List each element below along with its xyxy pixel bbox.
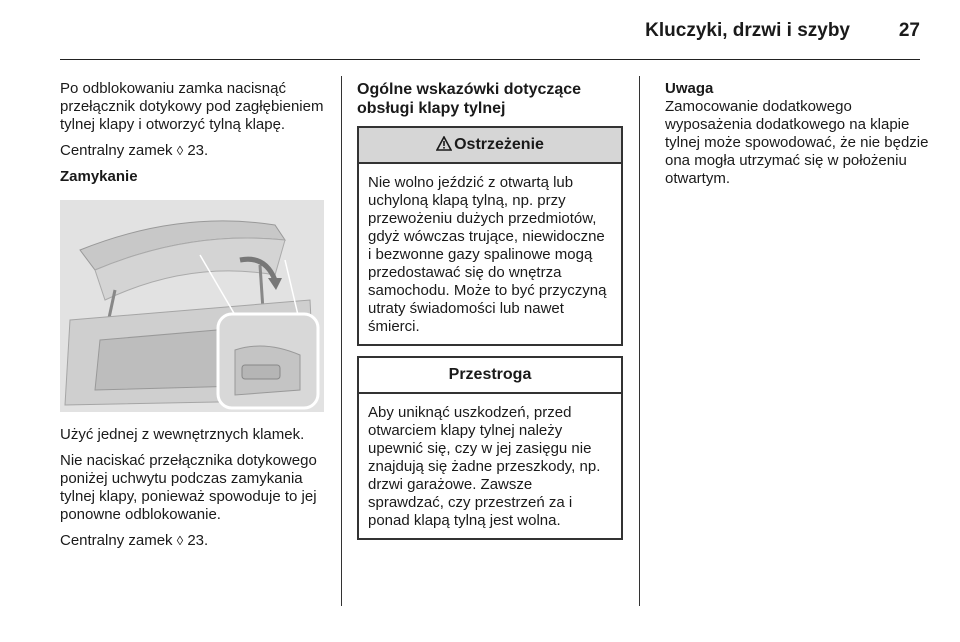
column-2: [357, 80, 623, 550]
column-1: [60, 80, 328, 558]
paragraph-do-not-press: Nie naciskać przełącznika dotykowego poniżej uchwytu podczas zamykania tylnej klapy, ponieważ spowoduje to jej ponowne odblokowanie.: [60, 452, 317, 523]
section-title: Ogólne wskazówki dotyczące obsługi klapy tylnej: [357, 81, 582, 117]
chapter-title: Kluczyki, drzwi i szyby: [645, 20, 850, 41]
cross-reference: [60, 532, 328, 550]
reference-arrow-icon: ◊: [176, 143, 184, 158]
reference-text: Centralny zamek: [60, 532, 173, 549]
subheading-closing: Zamykanie: [60, 168, 138, 185]
column-3: [665, 80, 930, 188]
page-header: [0, 0, 960, 62]
warning-header: [359, 128, 621, 164]
note-body: Zamocowanie dodatkowego wyposażenia dodatkowego na klapie tylnej może spowodować, że nie będzie ona mogła utrzymać się w położeniu otwartym.: [665, 98, 929, 187]
warning-title: Ostrzeżenie: [454, 136, 544, 153]
header-rule: [60, 59, 920, 60]
column-divider-1: [341, 76, 342, 606]
paragraph-use-handle: Użyć jednej z wewnętrznych klamek.: [60, 426, 305, 443]
warning-triangle-icon: [436, 136, 452, 151]
caution-box: [357, 356, 623, 540]
paragraph-open-instructions: Po odblokowaniu zamka nacisnąć przełącznik dotykowy pod zagłębieniem tylnej klapy i otworzyć tylną klapę.: [60, 80, 324, 133]
column-divider-2: [639, 76, 640, 606]
caution-header: Przestroga: [359, 358, 621, 394]
note-title: Uwaga: [665, 80, 714, 97]
warning-box: [357, 126, 623, 346]
caution-body: Aby uniknąć uszkodzeń, przed otwarciem klapy tylnej należy upewnić się, czy w jej zasięgu nie znajdują się żadne przeszkody, np. drzwi garażowe. Zawsze sprawdzać, czy przestrzeń za i ponad klapą tylną jest wolna.: [368, 404, 601, 529]
cross-reference: [60, 142, 328, 160]
reference-arrow-icon: ◊: [176, 533, 184, 548]
tailgate-drawing: [60, 200, 324, 412]
page-number: 27: [898, 20, 920, 41]
reference-page: 23.: [187, 142, 209, 159]
warning-body: Nie wolno jeździć z otwartą lub uchyloną klapą tylną, np. przy przewożeniu dużych przedmiotów, gdyż wówczas trujące, niewidoczne i bezwonne gazy spalinowe mogą przedostawać się do wnętrza samochodu. Może to być przyczyną utraty świadomości lub nawet śmierci.: [368, 174, 607, 335]
reference-text: Centralny zamek: [60, 142, 173, 159]
tailgate-illustration: [60, 200, 324, 412]
reference-page: 23.: [187, 532, 209, 549]
